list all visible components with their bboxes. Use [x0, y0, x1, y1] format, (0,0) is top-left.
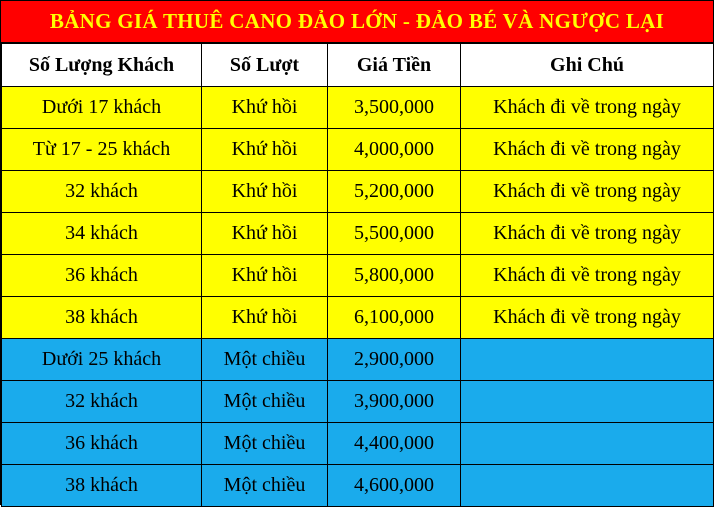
price-cell: 6,100,000: [328, 297, 461, 339]
guest-count-cell: 32 khách: [2, 171, 202, 213]
note-cell: Khách đi về trong ngày: [461, 255, 714, 297]
price-cell: 3,900,000: [328, 381, 461, 423]
note-cell: [461, 339, 714, 381]
guest-count-cell: Dưới 25 khách: [2, 339, 202, 381]
guest-count-cell: 36 khách: [2, 255, 202, 297]
note-cell: [461, 423, 714, 465]
trip-type-cell: Khứ hồi: [202, 87, 328, 129]
guest-count-cell: 34 khách: [2, 213, 202, 255]
sheet-title: BẢNG GIÁ THUÊ CANO ĐẢO LỚN - ĐẢO BÉ VÀ NGƯỢC LẠI: [1, 1, 713, 43]
price-cell: 4,400,000: [328, 423, 461, 465]
table-row: [2, 171, 714, 213]
trip-type-cell: Khứ hồi: [202, 213, 328, 255]
price-cell: 4,000,000: [328, 129, 461, 171]
trip-type-cell: Khứ hồi: [202, 171, 328, 213]
table-row: [2, 255, 714, 297]
table-row: [2, 213, 714, 255]
header-guest-count: Số Lượng Khách: [2, 44, 202, 87]
guest-count-cell: 38 khách: [2, 297, 202, 339]
price-cell: 5,200,000: [328, 171, 461, 213]
table-row: [2, 339, 714, 381]
guest-count-cell: 38 khách: [2, 465, 202, 507]
trip-type-cell: Khứ hồi: [202, 129, 328, 171]
table-row: [2, 297, 714, 339]
table-row: [2, 129, 714, 171]
guest-count-cell: Từ 17 - 25 khách: [2, 129, 202, 171]
note-cell: [461, 381, 714, 423]
table-row: [2, 381, 714, 423]
guest-count-cell: 36 khách: [2, 423, 202, 465]
note-cell: Khách đi về trong ngày: [461, 87, 714, 129]
header-row: [2, 44, 714, 87]
price-cell: 5,800,000: [328, 255, 461, 297]
header-note: Ghi Chú: [461, 44, 714, 87]
table-row: [2, 465, 714, 507]
trip-type-cell: Một chiều: [202, 381, 328, 423]
price-cell: 5,500,000: [328, 213, 461, 255]
price-cell: 4,600,000: [328, 465, 461, 507]
guest-count-cell: Dưới 17 khách: [2, 87, 202, 129]
header-trip-type: Số Lượt: [202, 44, 328, 87]
trip-type-cell: Một chiều: [202, 465, 328, 507]
table-row: [2, 423, 714, 465]
trip-type-cell: Khứ hồi: [202, 255, 328, 297]
price-cell: 2,900,000: [328, 339, 461, 381]
note-cell: Khách đi về trong ngày: [461, 129, 714, 171]
price-table: [1, 43, 714, 507]
trip-type-cell: Khứ hồi: [202, 297, 328, 339]
price-cell: 3,500,000: [328, 87, 461, 129]
trip-type-cell: Một chiều: [202, 339, 328, 381]
header-price: Giá Tiền: [328, 44, 461, 87]
note-cell: Khách đi về trong ngày: [461, 213, 714, 255]
note-cell: Khách đi về trong ngày: [461, 297, 714, 339]
guest-count-cell: 32 khách: [2, 381, 202, 423]
note-cell: Khách đi về trong ngày: [461, 171, 714, 213]
table-row: [2, 87, 714, 129]
trip-type-cell: Một chiều: [202, 423, 328, 465]
note-cell: [461, 465, 714, 507]
